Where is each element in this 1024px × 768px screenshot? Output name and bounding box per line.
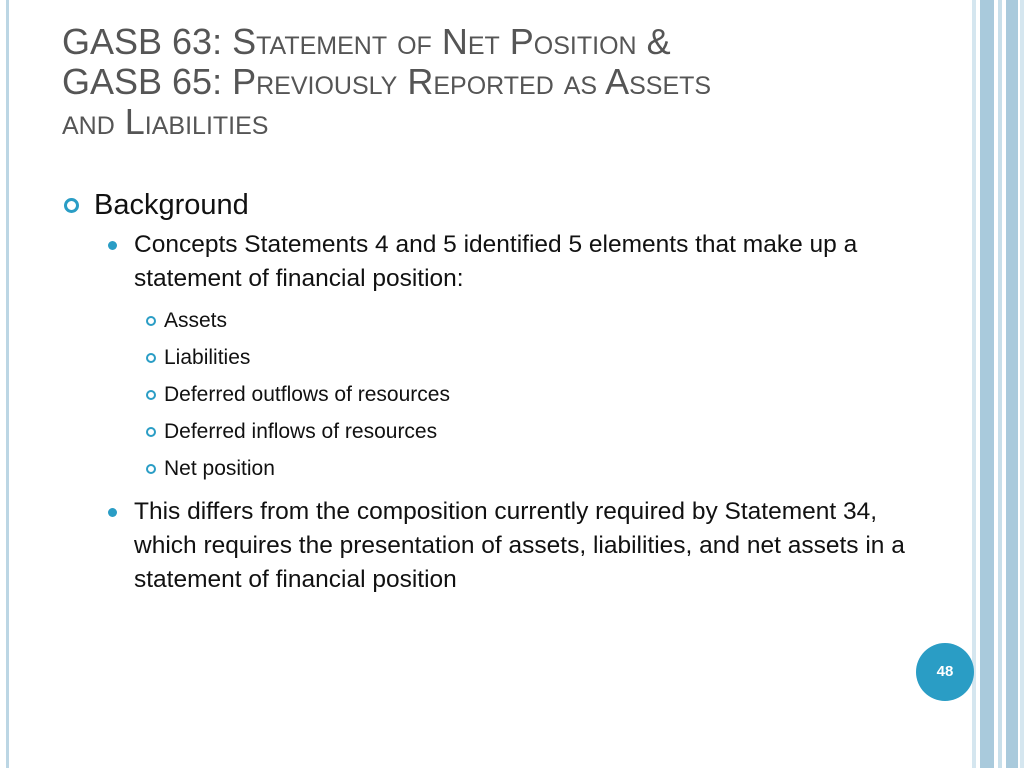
right-decorative-stripes (972, 0, 1024, 768)
bullet-level2 (62, 228, 922, 296)
bullet-text: This differs from the composition currently required by Statement 34, which requires the presentation of assets, liabilities, and net assets in a statement of financial position (134, 498, 905, 593)
bullet-level3 (62, 302, 922, 339)
dot-bullet-icon (108, 241, 117, 250)
bullet-level1 (62, 188, 922, 222)
title-line: and Liabilities (62, 101, 269, 142)
left-border-rule (6, 0, 9, 768)
bullet-text: Net position (164, 457, 275, 480)
slide-title (62, 22, 922, 142)
title-line: GASB 65: Previously Reported as Assets (62, 61, 712, 102)
bullet-text: Deferred inflows of resources (164, 420, 438, 443)
page-number-badge: 48 (916, 643, 974, 701)
ring-bullet-icon (64, 198, 79, 213)
bullet-text: Background (94, 189, 249, 221)
bullet-text: Concepts Statements 4 and 5 identified 5 elements that make up a statement of financial position: (134, 231, 858, 292)
ring-bullet-icon (146, 390, 156, 400)
ring-bullet-icon (146, 427, 156, 437)
bullet-level3 (62, 450, 922, 487)
bullet-text: Deferred outflows of resources (164, 383, 450, 406)
bullet-level3 (62, 376, 922, 413)
slide-body (62, 188, 922, 603)
ring-bullet-icon (146, 464, 156, 474)
title-line: GASB 63: Statement of Net Position & (62, 21, 671, 62)
bullet-text: Assets (164, 309, 228, 332)
bullet-level3 (62, 339, 922, 376)
ring-bullet-icon (146, 353, 156, 363)
bullet-level3 (62, 413, 922, 450)
bullet-level2 (62, 495, 922, 597)
dot-bullet-icon (108, 508, 117, 517)
ring-bullet-icon (146, 316, 156, 326)
bullet-text: Liabilities (164, 346, 251, 369)
